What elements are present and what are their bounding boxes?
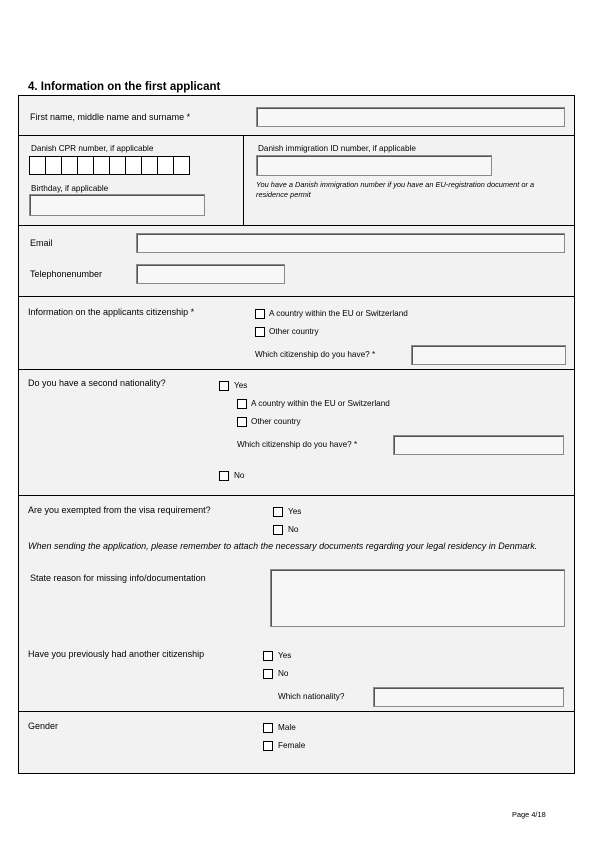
immigration-id-input[interactable] [256,155,492,176]
cpr-digit[interactable] [77,156,94,175]
page-number: Page 4/18 [512,810,546,819]
gender-female-checkbox[interactable] [263,741,273,751]
previous-citizenship-which-label: Which nationality? [278,692,345,701]
cpr-digit[interactable] [141,156,158,175]
gender-male-checkbox[interactable] [263,723,273,733]
visa-yes-checkbox[interactable] [273,507,283,517]
citizenship-eu-checkbox[interactable] [255,309,265,319]
citizenship-other-label: Other country [269,327,319,336]
visa-label: Are you exempted from the visa requirement? [28,505,211,515]
visa-no-checkbox[interactable] [273,525,283,535]
cpr-digit[interactable] [173,156,190,175]
visa-note: When sending the application, please remember to attach the necessary documents regarding your legal residency in Denmark. [28,541,538,551]
cpr-label: Danish CPR number, if applicable [31,144,154,153]
citizenship-other-checkbox[interactable] [255,327,265,337]
section-title: 4. Information on the first applicant [28,81,221,93]
reason-label: State reason for missing info/documentation [30,573,206,583]
previous-citizenship-no-label: No [278,669,289,678]
second-nationality-which-label: Which citizenship do you have? * [237,440,358,449]
second-nationality-eu-label: A country within the EU or Switzerland [251,399,390,408]
birthday-input[interactable] [29,194,205,216]
citizenship-which-label: Which citizenship do you have? * [255,350,376,359]
gender-female-label: Female [278,741,306,750]
telephone-input[interactable] [136,264,285,284]
previous-citizenship-yes-checkbox[interactable] [263,651,273,661]
email-input[interactable] [136,233,565,253]
cpr-digit[interactable] [157,156,174,175]
immigration-id-note: You have a Danish immigration number if you have an EU-registration document or a residence permit [256,180,535,199]
cpr-digit[interactable] [93,156,110,175]
second-nationality-which-input[interactable] [393,435,564,455]
reason-textarea[interactable] [270,569,565,627]
birthday-label: Birthday, if applicable [31,184,109,193]
cpr-digit[interactable] [125,156,142,175]
second-nationality-yes-checkbox[interactable] [219,381,229,391]
second-nationality-label: Do you have a second nationality? [28,378,166,388]
citizenship-label: Information on the applicants citizenship * [28,307,195,317]
email-label: Email [30,238,53,248]
id-divider [243,135,244,226]
previous-citizenship-which-input[interactable] [373,687,564,707]
name-input[interactable] [256,107,565,127]
cpr-digit[interactable] [109,156,126,175]
previous-citizenship-yes-label: Yes [278,651,292,660]
name-label: First name, middle name and surname * [30,112,191,122]
previous-citizenship-no-checkbox[interactable] [263,669,273,679]
second-nationality-section [18,369,575,496]
cpr-digit[interactable] [61,156,78,175]
citizenship-which-input[interactable] [411,345,566,365]
citizenship-eu-label: A country within the EU or Switzerland [269,309,408,318]
second-nationality-other-label: Other country [251,417,301,426]
cpr-boxes[interactable] [29,156,189,175]
telephone-label: Telephonenumber [30,269,103,279]
visa-yes-label: Yes [288,507,302,516]
gender-label: Gender [28,721,59,731]
second-nationality-no-checkbox[interactable] [219,471,229,481]
gender-male-label: Male [278,723,296,732]
immigration-id-label: Danish immigration ID number, if applicable [258,144,416,153]
visa-no-label: No [288,525,299,534]
second-nationality-eu-checkbox[interactable] [237,399,247,409]
cpr-digit[interactable] [45,156,62,175]
cpr-digit[interactable] [29,156,46,175]
second-nationality-no-label: No [234,471,245,480]
second-nationality-other-checkbox[interactable] [237,417,247,427]
second-nationality-yes-label: Yes [234,381,248,390]
previous-citizenship-label: Have you previously had another citizenship [28,649,205,659]
